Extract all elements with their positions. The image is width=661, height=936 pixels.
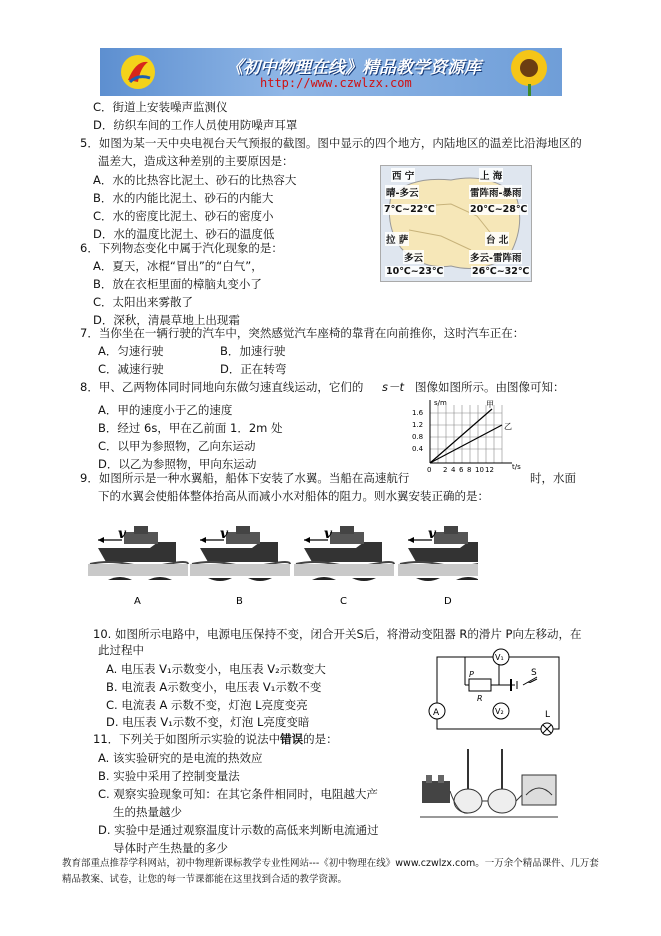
city-taibei: 台 北 [485,232,509,246]
banner-title: 《初中物理在线》精品教学资源库 [226,58,481,78]
velocity-label: v [220,526,229,542]
q7-stem: 7．当你坐在一辆行驶的汽车中，突然感觉汽车座椅的靠背在向前推你，这时汽车正在： [80,326,525,340]
q11-option-a: A. 该实验研究的是电流的热效应 [98,751,263,765]
option-label: D [444,596,452,607]
label-yi: 乙 [504,422,512,431]
q6-option-b: B．放在衣柜里面的樟脑丸变小了 [93,277,262,291]
option-label: A [134,596,141,607]
q5-stem: 5．如图为某一天中央电视台天气预报的截图。图中显示的四个地方，内陆地区的温差比沿海地区的 [80,136,582,150]
q5-option-a: A．水的比热容比泥土、砂石的比热容大 [93,173,297,187]
hydrofoil-boats [88,518,478,610]
q10-option-b: B. 电流表 A示数变小，电压表 V₁示数不变 [106,680,322,694]
q6-option-d: D．深秋，清晨草地上出现霜 [93,313,240,327]
header-banner [100,48,562,96]
sunflower-icon [506,48,552,96]
line-yi [430,425,502,463]
page-footer: 教育部重点推荐学科网站，初中物理新课标教学专业性网站---《初中物理在线》www.czwlzx.com。一万余个精品课件、几万套精品教案、试卷，让您的每一节课都能在这里找到合适的教学资源。 [62,858,599,885]
site-logo-icon [118,52,158,92]
city-xining-temp: 7℃~22℃ [384,204,435,215]
city-shanghai: 上 海 [479,168,503,182]
x-tick: 10 [475,466,484,474]
city-xining: 西 宁 [391,168,415,182]
x-tick: 8 [467,466,472,474]
q7-option-d: D．正在转弯 [220,362,287,376]
banner-url[interactable]: http://www.czwlzx.com [260,76,412,90]
q8-option-d: D．以乙为参照物，甲向东运动 [98,457,257,471]
q10-stem: 10. 如图所示电路中，电源电压保持不变，闭合开关S后，将滑动变阻器 R的滑片 P向左移动，在 [93,627,582,641]
lamp-label: L [545,710,551,720]
q11-option-d-cont: 导体时产生热量的多少 [113,841,228,855]
city-taibei-weather: 多云-雷阵雨 [469,250,522,264]
q11-emphasis: 错误 [280,732,304,746]
q7-option-c: C．减速行驶 [98,362,164,376]
x-tick: 4 [451,466,456,474]
q7-option-b: B．加速行驶 [220,344,286,358]
q5-option-b: B．水的内能比泥土、砂石的内能大 [93,191,274,205]
q9-stem: 9．如图所示是一种水翼船，船体下安装了水翼。当船在高速航行 [80,471,410,485]
x-axis-label: t/s [512,463,521,471]
city-lasa-temp: 10℃~23℃ [386,266,444,277]
city-lasa-weather: 多云 [403,250,424,264]
slider-label: P [469,670,474,679]
y-tick: 0.4 [412,445,424,453]
option-label: C [340,596,347,607]
q4-option-d: D．纺织车间的工作人员使用防噪声耳罩 [93,118,298,132]
q11-option-b: B. 实验中采用了控制变量法 [98,769,240,783]
y-tick: 1.2 [412,421,424,429]
city-lasa: 拉 萨 [385,232,409,246]
q11-option-c-cont: 生的热量越少 [113,805,182,819]
q9-stem-2: 下的水翼会使船体整体抬高从而减小水对船体的阻力。则水翼安装正确的是： [98,489,489,503]
q6-option-c: C．太阳出来雾散了 [93,295,194,309]
q10-option-c: C. 电流表 A 示数不变，灯泡 L亮度变亮 [106,698,308,712]
q10-option-a: A. 电压表 V₁示数变小，电压表 V₂示数变大 [106,662,326,676]
q7-option-a: A．匀速行驶 [98,344,164,358]
x-tick: 12 [485,466,494,474]
ammeter-label: A [433,708,440,718]
q8-option-a: A．甲的速度小于乙的速度 [98,403,233,417]
q11-stem-text: 11．下列关于如图所示实验的说法中 [93,732,281,746]
option-label: B [236,596,243,607]
weather-map [380,165,532,282]
label-jia: 甲 [486,400,494,409]
st-graph [408,397,526,475]
q4-option-c: C．街道上安装噪声监测仪 [93,100,228,114]
q8-stem: 8．甲、乙两物体同时同地向东做匀速直线运动，它们的 [80,380,364,394]
velocity-label: v [324,526,333,542]
q11-option-d: D. 实验中是通过观察温度计示数的高低来判断电流通过 [98,823,379,837]
voltmeter-v1-label: V₁ [495,653,504,662]
q6-option-a: A．夏天，冰棍“冒出”的“白气”， [93,259,263,273]
velocity-label: v [118,526,127,542]
switch-label: S [531,668,537,678]
q10-stem-2: 此过程中 [98,643,144,657]
experiment-apparatus [418,745,560,825]
city-taibei-temp: 26℃~32℃ [472,266,530,277]
q8-option-b: B．经过 6s，甲在乙前面 1．2m 处 [98,421,283,435]
q11-stem-end: 的是： [303,732,338,746]
x-tick: 2 [443,466,448,474]
q8-st-symbol: s－t [382,380,405,394]
q11-stem [93,731,338,747]
city-shanghai-temp: 20℃~28℃ [470,204,528,215]
q6-stem: 6．下列物态变化中属于汽化现象的是： [80,241,283,255]
line-jia [430,409,492,463]
q8-stem-2: 图像如图所示。由图像可知： [415,380,565,394]
resistor-label: R [477,694,483,703]
y-axis-label: s/m [434,399,447,407]
q8-option-c: C．以甲为参照物，乙向东运动 [98,439,256,453]
city-shanghai-weather: 雷阵雨-暴雨 [469,185,522,199]
velocity-label: v [428,526,437,542]
q9-stem-tail: 时，水面 [530,471,576,485]
x-tick: 0 [427,466,432,474]
city-xining-weather: 晴-多云 [385,185,419,199]
q5-option-c: C．水的密度比泥土、砂石的密度小 [93,209,274,223]
y-tick: 0.8 [412,433,424,441]
q5-stem-2: 温差大，造成这种差别的主要原因是： [98,154,294,168]
circuit-diagram [425,645,575,740]
q10-option-d: D. 电压表 V₁示数不变，灯泡 L亮度变暗 [106,715,310,729]
hydrofoil-figures [88,518,478,610]
q5-option-d: D．水的温度比泥土、砂石的温度低 [93,227,275,241]
y-tick: 1.6 [412,409,424,417]
q11-option-c: C. 观察实验现象可知：在其它条件相同时，电阻越大产 [98,787,378,801]
voltmeter-v2-label: V₂ [495,707,504,716]
x-tick: 6 [459,466,464,474]
